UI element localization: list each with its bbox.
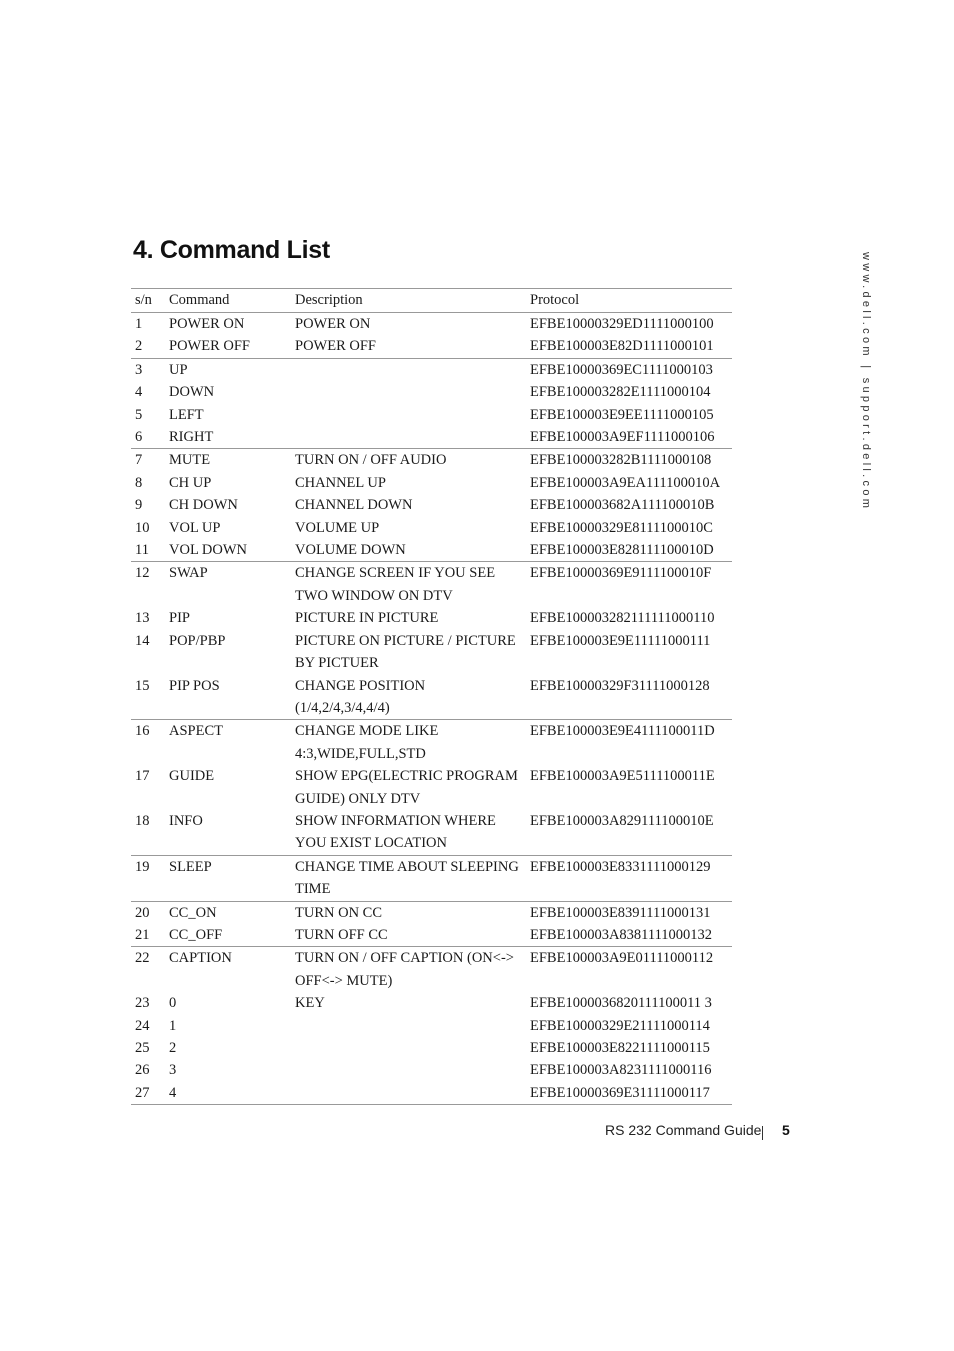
cell-sn: 14 <box>135 632 150 649</box>
table-row <box>131 901 732 924</box>
table-row <box>131 992 732 1014</box>
cell-protocol: EFBE100003A9E01111000112 <box>526 947 732 992</box>
cell-command: 1 <box>169 1017 177 1034</box>
cell-command: MUTE <box>165 449 291 472</box>
table-row <box>131 358 732 381</box>
cell-description <box>291 426 526 449</box>
cell-command: VOL DOWN <box>169 542 247 559</box>
table-row <box>131 810 732 855</box>
cell-protocol: EFBE10000369E9111100010F <box>526 562 732 607</box>
cell-command: GUIDE <box>169 768 215 785</box>
table-row <box>131 1082 732 1105</box>
table-row <box>131 539 732 562</box>
table-row <box>131 1037 732 1059</box>
cell-description: KEY <box>295 995 325 1012</box>
cell-protocol: EFBE100003E828111100010D <box>530 542 714 559</box>
header-description: Description <box>291 289 526 313</box>
table-row <box>131 1059 732 1081</box>
table-row <box>131 765 732 810</box>
table-row <box>131 335 732 358</box>
footer-title: RS 232 Command Guide <box>605 1122 762 1138</box>
cell-protocol: EFBE10000369EC1111000103 <box>526 358 732 381</box>
cell-command: RIGHT <box>169 429 214 446</box>
cell-protocol: EFBE100003E9E11111000111 <box>530 632 711 649</box>
table-row <box>131 607 732 629</box>
table-row <box>131 1015 732 1037</box>
cell-protocol: EFBE10000329ED1111000100 <box>526 313 732 336</box>
cell-protocol: EFBE100003A8231111000116 <box>530 1062 712 1079</box>
cell-description <box>291 404 526 426</box>
cell-sn: 18 <box>135 812 150 829</box>
cell-sn: 26 <box>135 1062 150 1079</box>
table-row <box>131 855 732 901</box>
cell-protocol: EFBE10000329F31111000128 <box>530 677 710 694</box>
table-row <box>131 426 732 449</box>
cell-sn: 8 <box>135 474 143 491</box>
cell-command: POWER ON <box>165 313 291 336</box>
cell-command: INFO <box>169 812 203 829</box>
cell-description <box>291 1037 526 1059</box>
cell-command: PIP POS <box>169 677 220 694</box>
side-url-text: www.dell.com | support.dell.com <box>860 252 872 512</box>
cell-sn: 4 <box>135 384 143 401</box>
cell-sn: 24 <box>135 1017 150 1034</box>
cell-protocol: EFBE100003A9E5111100011E <box>530 768 715 785</box>
cell-sn: 25 <box>135 1040 150 1056</box>
cell-protocol: EFBE100003E8331111000129 <box>526 855 732 901</box>
table-row <box>131 404 732 426</box>
cell-protocol: EFBE100003682A111100010B <box>530 497 715 514</box>
cell-command: 3 <box>169 1062 177 1079</box>
cell-protocol: EFBE100003282E1111000104 <box>530 384 711 401</box>
table-row <box>131 494 732 516</box>
table-row <box>131 381 732 403</box>
cell-sn: 21 <box>135 926 150 943</box>
cell-sn: 1 <box>131 313 165 336</box>
cell-protocol: EFBE10000369E31111000117 <box>526 1082 732 1105</box>
cell-description: SHOW INFORMATION WHERE YOU EXIST LOCATION <box>295 812 496 852</box>
cell-sn: 5 <box>135 406 143 423</box>
cell-command: 0 <box>169 995 177 1012</box>
cell-description <box>291 1082 526 1105</box>
table-row <box>131 313 732 336</box>
cell-sn: 2 <box>135 338 143 355</box>
cell-description: CHANGE SCREEN IF YOU SEE TWO WINDOW ON DTV <box>291 562 526 607</box>
cell-description <box>291 381 526 403</box>
cell-description: POWER OFF <box>295 338 376 355</box>
cell-sn: 16 <box>131 720 165 765</box>
table-row <box>131 630 732 675</box>
page-number: 5 <box>782 1122 790 1138</box>
table-row <box>131 562 732 607</box>
cell-protocol: EFBE100003E9E4111100011D <box>526 720 732 765</box>
command-table-body <box>131 313 732 1105</box>
cell-description: CHANNEL UP <box>295 474 386 491</box>
cell-description: VOLUME UP <box>295 519 380 536</box>
cell-sn: 3 <box>131 358 165 381</box>
table-row <box>131 675 732 720</box>
header-sn: s/n <box>131 289 165 313</box>
cell-description: TURN ON / OFF AUDIO <box>291 449 526 472</box>
cell-description: CHANGE MODE LIKE 4:3,WIDE,FULL,STD <box>291 720 526 765</box>
header-command: Command <box>165 289 291 313</box>
cell-sn: 6 <box>135 429 143 446</box>
cell-protocol: EFBE1000036820111100011 3 <box>530 995 712 1012</box>
cell-command: CH UP <box>169 474 212 491</box>
cell-command: VOL UP <box>169 519 221 536</box>
command-table <box>131 288 732 1105</box>
cell-description: SHOW EPG(ELECTRIC PROGRAM GUIDE) ONLY DTV <box>295 768 518 807</box>
cell-protocol: EFBE100003282B1111000108 <box>526 449 732 472</box>
cell-sn: 11 <box>135 542 149 559</box>
cell-command: POP/PBP <box>169 632 226 649</box>
cell-sn: 15 <box>135 677 150 694</box>
table-header-row <box>131 289 732 313</box>
table-row <box>131 720 732 765</box>
cell-description: CHANGE POSITION (1/4,2/4,3/4,4/4) <box>295 677 426 716</box>
cell-protocol: EFBE10000329E21111000114 <box>530 1017 710 1034</box>
table-row <box>131 517 732 539</box>
cell-protocol: EFBE100003E82D1111000101 <box>530 338 714 355</box>
cell-sn: 20 <box>131 901 165 924</box>
cell-command: LEFT <box>169 406 204 423</box>
cell-command: 2 <box>169 1040 177 1056</box>
cell-command: CAPTION <box>165 947 291 992</box>
cell-protocol: EFBE100003E8391111000131 <box>526 901 732 924</box>
table-row <box>131 924 732 947</box>
cell-command: ASPECT <box>165 720 291 765</box>
table-row <box>131 472 732 494</box>
cell-description <box>291 358 526 381</box>
cell-description: POWER ON <box>291 313 526 336</box>
cell-protocol: EFBE10000329E8111100010C <box>530 519 713 536</box>
table-row <box>131 449 732 472</box>
cell-description: PICTURE IN PICTURE <box>295 610 439 627</box>
cell-protocol: EFBE100003A829111100010E <box>530 812 714 829</box>
cell-sn: 7 <box>131 449 165 472</box>
cell-description: CHANNEL DOWN <box>295 497 413 514</box>
cell-sn: 27 <box>131 1082 165 1105</box>
cell-sn: 10 <box>135 519 150 536</box>
cell-command: 4 <box>165 1082 291 1105</box>
cell-sn: 13 <box>135 610 150 627</box>
cell-command: SLEEP <box>165 855 291 901</box>
cell-sn: 19 <box>131 855 165 901</box>
cell-description: TURN ON CC <box>291 901 526 924</box>
cell-command: SWAP <box>165 562 291 607</box>
cell-description: PICTURE ON PICTURE / PICTURE BY PICTUER <box>295 632 516 672</box>
cell-protocol: EFBE100003A9EF1111000106 <box>530 429 715 446</box>
cell-command: PIP <box>169 610 190 627</box>
cell-protocol: EFBE100003282111111000110 <box>530 610 715 627</box>
cell-protocol: EFBE100003A9EA111100010A <box>530 474 721 491</box>
page-title: 4. Command List <box>133 236 330 264</box>
footer-separator <box>762 1126 763 1140</box>
cell-description: TURN OFF CC <box>295 926 388 943</box>
cell-sn: 9 <box>135 497 143 514</box>
cell-protocol: EFBE100003E8221111000115 <box>530 1040 710 1056</box>
cell-command: CC_ON <box>165 901 291 924</box>
cell-sn: 17 <box>135 768 150 785</box>
cell-command: DOWN <box>169 384 215 401</box>
cell-command: UP <box>165 358 291 381</box>
cell-sn: 23 <box>135 995 150 1012</box>
cell-description <box>291 1059 526 1081</box>
cell-sn: 12 <box>131 562 165 607</box>
cell-protocol: EFBE100003A8381111000132 <box>530 926 713 943</box>
cell-sn: 22 <box>131 947 165 992</box>
table-row <box>131 947 732 992</box>
cell-description: CHANGE TIME ABOUT SLEEPING TIME <box>291 855 526 901</box>
cell-description <box>291 1015 526 1037</box>
cell-protocol: EFBE100003E9EE1111000105 <box>530 406 714 423</box>
cell-command: CC_OFF <box>169 926 223 943</box>
cell-description: TURN ON / OFF CAPTION (ON<-> OFF<-> MUTE) <box>291 947 526 992</box>
cell-command: CH DOWN <box>169 497 238 514</box>
cell-description: VOLUME DOWN <box>295 542 406 559</box>
header-protocol: Protocol <box>526 289 732 313</box>
cell-command: POWER OFF <box>169 338 250 355</box>
